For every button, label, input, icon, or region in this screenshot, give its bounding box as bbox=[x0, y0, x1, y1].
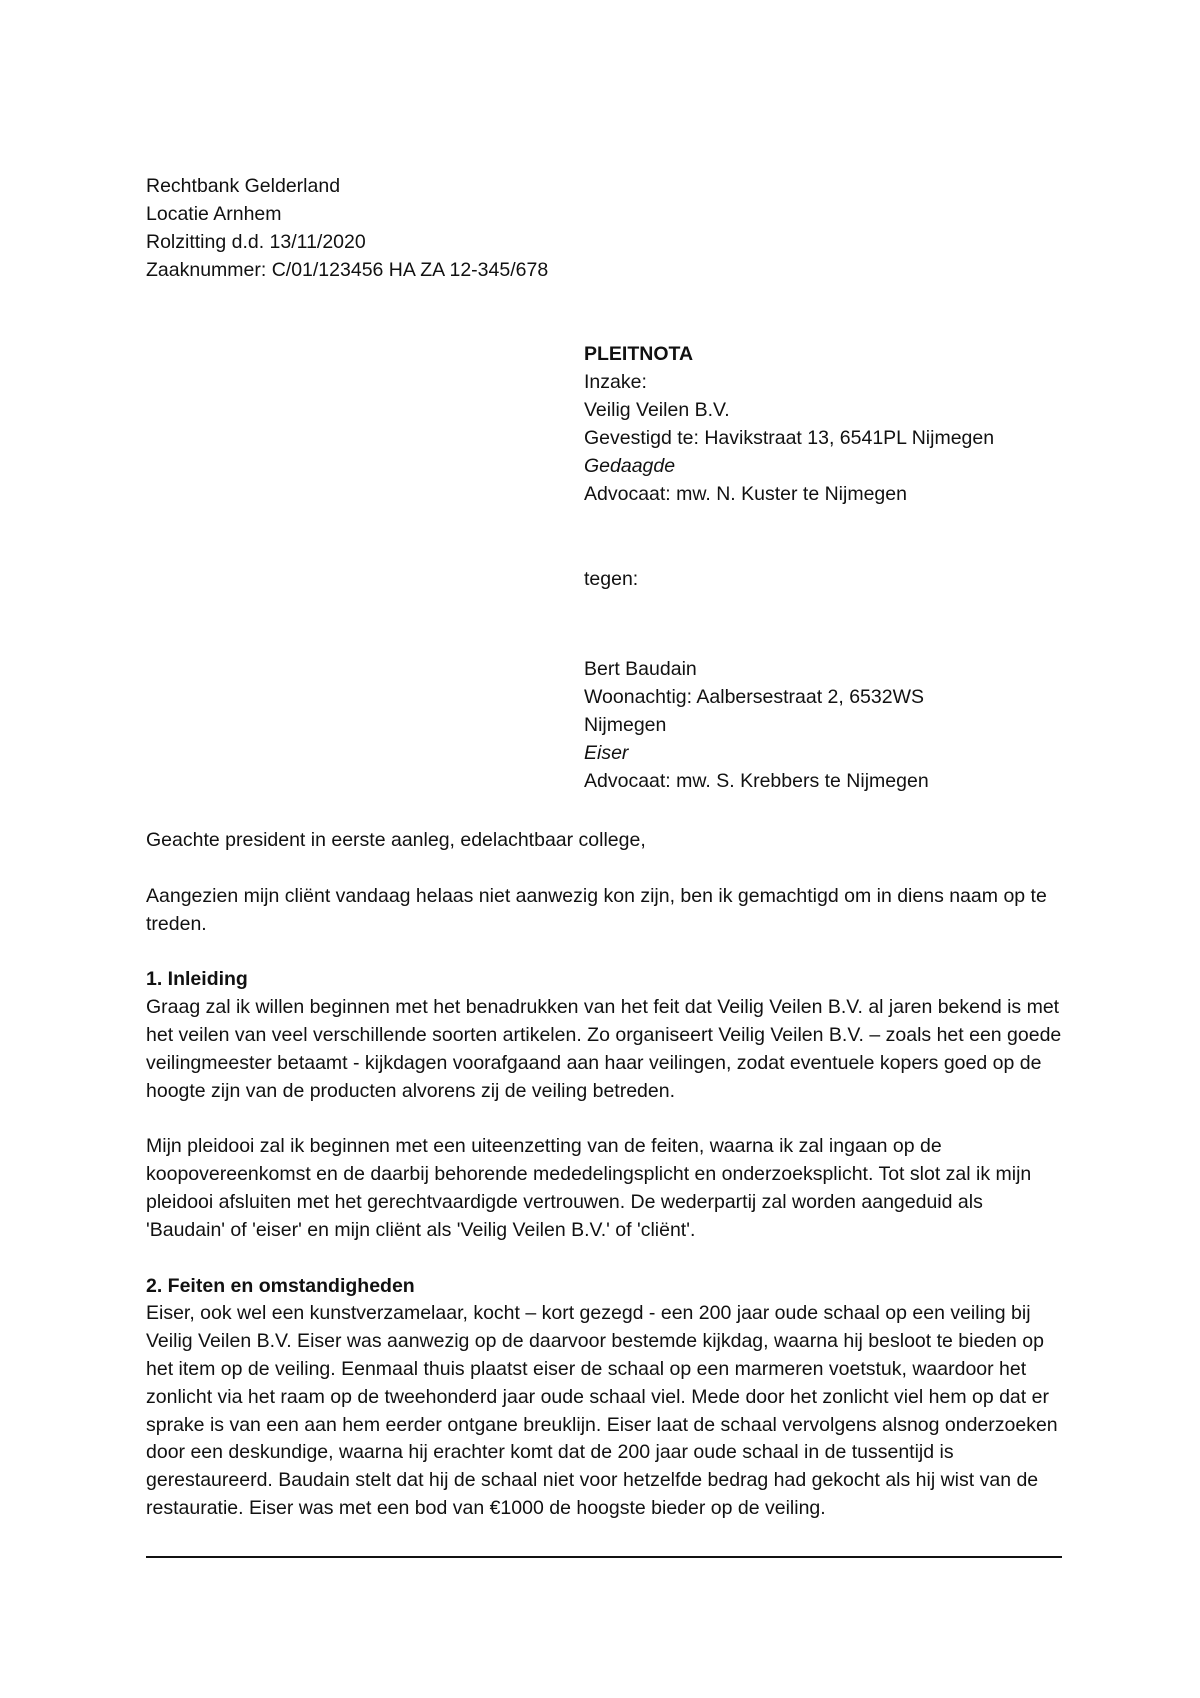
document-body bbox=[146, 827, 1062, 1523]
claimant-address-line-2: Nijmegen bbox=[584, 714, 667, 736]
inzake-label: Inzake: bbox=[584, 371, 647, 393]
court-location: Locatie Arnhem bbox=[146, 203, 282, 225]
case-number: Zaaknummer: C/01/123456 HA ZA 12-345/678 bbox=[146, 259, 549, 281]
section-1-paragraph-2: Mijn pleidooi zal ik beginnen met een uiteenzetting van de feiten, waarna ik zal ingaan op de koopovereenkomst en de daarbij behorende mededelingsplicht en onderzoeksplicht. Tot slot zal ik mijn pleidooi afsluiten met het gerechtvaardigde vertrouwen. De wederpartij zal worden aangeduid als 'Baudain' of 'eiser' en mijn cliënt als 'Veilig Veilen B.V.' of 'cliënt'. bbox=[146, 1135, 1032, 1241]
section-1-paragraph-1: Graag zal ik willen beginnen met het benadrukken van het feit dat Veilig Veilen B.V. al jaren bekend is met het veilen van veel verschillende soorten artikelen. Zo organiseert Veilig Veilen B.V. – zoals het een goede veilingmeester betaamt - kijkdagen voorafgaand aan haar veilingen, zodat eventuele kopers goed op de hoogte zijn van de producten alvorens zij de veiling betreden. bbox=[146, 996, 1062, 1102]
section-1-heading: 1. Inleiding bbox=[146, 968, 248, 991]
defendant-name: Veilig Veilen B.V. bbox=[584, 399, 730, 421]
claimant-name: Bert Baudain bbox=[584, 658, 697, 680]
defendant-role: Gedaagde bbox=[584, 455, 676, 477]
claimant-role: Eiser bbox=[584, 742, 629, 764]
section-2-paragraph-1: Eiser, ook wel een kunstverzamelaar, kocht – kort gezegd - een 200 jaar oude schaal op een veiling bij Veilig Veilen B.V. Eiser was aanwezig op de daarvoor bestemde kijkdag, waarna hij besloot te bieden op het item op de veiling. Eenmaal thuis plaatst eiser de schaal op een marmeren voetstuk, waardoor het zonlicht via het raam op de tweehonderd jaar oude schaal viel. Mede door het zonlicht viel hem op dat er sprake is van een aan hem eerder ontgane breuklijn. Eiser laat de schaal vervolgens alsnog onderzoeken door een deskundige, waarna hij erachter komt dat de 200 jaar oude schaal in de tussentijd is gerestaureerd. Baudain stelt dat hij de schaal niet voor hetzelfde bedrag had gekocht als hij wist van de restauratie. Eiser was met een bod van €1000 de hoogste bieder op de veiling. bbox=[146, 1302, 1058, 1519]
section-2-heading: 2. Feiten en omstandigheden bbox=[146, 1274, 415, 1297]
claimant-address-line-1: Woonachtig: Aalbersestraat 2, 6532WS bbox=[584, 686, 925, 708]
hearing-date: Rolzitting d.d. 13/11/2020 bbox=[146, 231, 366, 253]
court-header bbox=[146, 172, 548, 284]
salutation: Geachte president in eerste aanleg, edelachtbaar college, bbox=[146, 829, 646, 851]
tegen-label: tegen: bbox=[584, 568, 639, 590]
defendant-address: Gevestigd te: Havikstraat 13, 6541PL Nijmegen bbox=[584, 427, 995, 449]
page-bottom-rule bbox=[146, 1556, 1062, 1558]
intro-paragraph: Aangezien mijn cliënt vandaag helaas niet aanwezig kon zijn, ben ik gemachtigd om in diens naam op te treden. bbox=[146, 884, 1047, 935]
document-title: PLEITNOTA bbox=[584, 343, 694, 365]
court-name: Rechtbank Gelderland bbox=[146, 175, 341, 197]
parties-block bbox=[584, 340, 1054, 795]
claimant-lawyer: Advocaat: mw. S. Krebbers te Nijmegen bbox=[584, 770, 929, 792]
defendant-lawyer: Advocaat: mw. N. Kuster te Nijmegen bbox=[584, 483, 907, 505]
